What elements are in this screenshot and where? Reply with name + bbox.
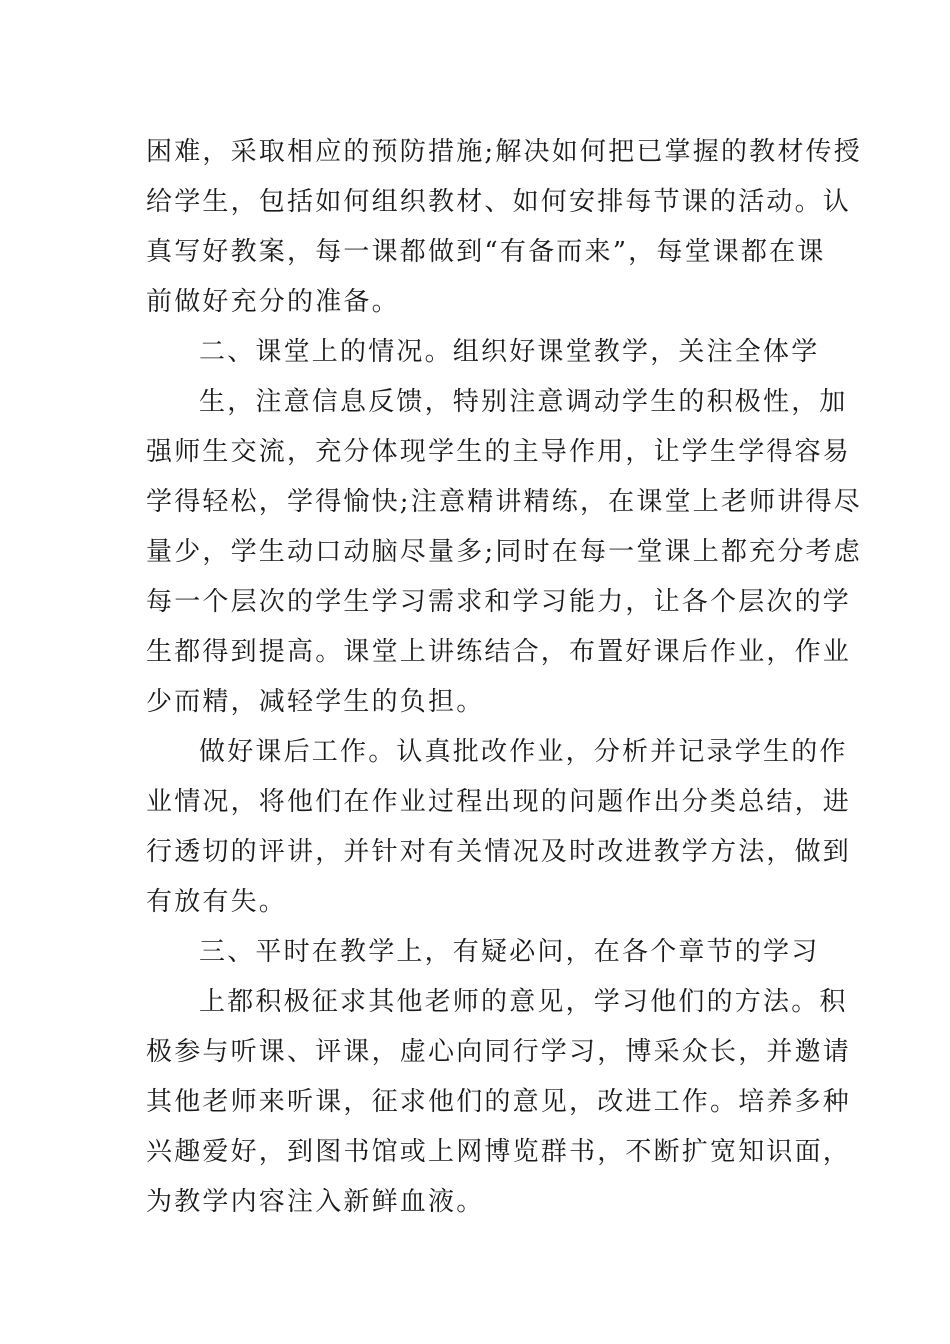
text-line: 其他老师来听课，征求他们的意见，改进工作。培养多种: [146, 1087, 852, 1117]
text-line: 极参与听课、评课，虚心向同行学习，博采众长，并邀请: [146, 1037, 852, 1067]
text-line: 有放有失。: [146, 887, 288, 917]
text-line: 行透切的评讲，并针对有关情况及时改进教学方法，做到: [146, 837, 852, 867]
text-line: 生都得到提高。课堂上讲练结合，布置好课后作业，作业: [146, 637, 852, 667]
text-line: 强师生交流，充分体现学生的主导作用，让学生学得容易: [146, 437, 852, 467]
text-line: 困难，采取相应的预防措施;解决如何把已掌握的教材传授: [146, 137, 862, 167]
text-line: 生，注意信息反馈，特别注意调动学生的积极性，加: [199, 387, 848, 417]
text-line: 前做好充分的准备。: [146, 287, 400, 317]
paragraph-start-line: 做好课后工作。认真批改作业，分析并记录学生的作: [199, 737, 848, 767]
text-line: 给学生，包括如何组织教材、如何安排每节课的活动。认: [146, 187, 852, 217]
section-heading-line: 二、课堂上的情况。组织好课堂教学，关注全体学: [199, 337, 820, 367]
text-line: 为教学内容注入新鲜血液。: [146, 1187, 485, 1217]
text-line: 业情况，将他们在作业过程出现的问题作出分类总结，进: [146, 787, 852, 817]
text-line: 少而精，减轻学生的负担。: [146, 687, 485, 717]
text-line: 上都积极征求其他老师的意见，学习他们的方法。积: [199, 987, 848, 1017]
text-line: 量少，学生动口动脑尽量多;同时在每一堂课上都充分考虑: [146, 537, 862, 567]
text-line: 学得轻松，学得愉快;注意精讲精练，在课堂上老师讲得尽: [146, 487, 862, 517]
section-heading-line: 三、平时在教学上，有疑必问，在各个章节的学习: [199, 937, 820, 967]
text-line: 真写好教案，每一课都做到“有备而来”，每堂课都在课: [146, 237, 826, 267]
text-line: 每一个层次的学生学习需求和学习能力，让各个层次的学: [146, 587, 852, 617]
text-line: 兴趣爱好，到图书馆或上网博览群书，不断扩宽知识面，: [146, 1137, 852, 1167]
